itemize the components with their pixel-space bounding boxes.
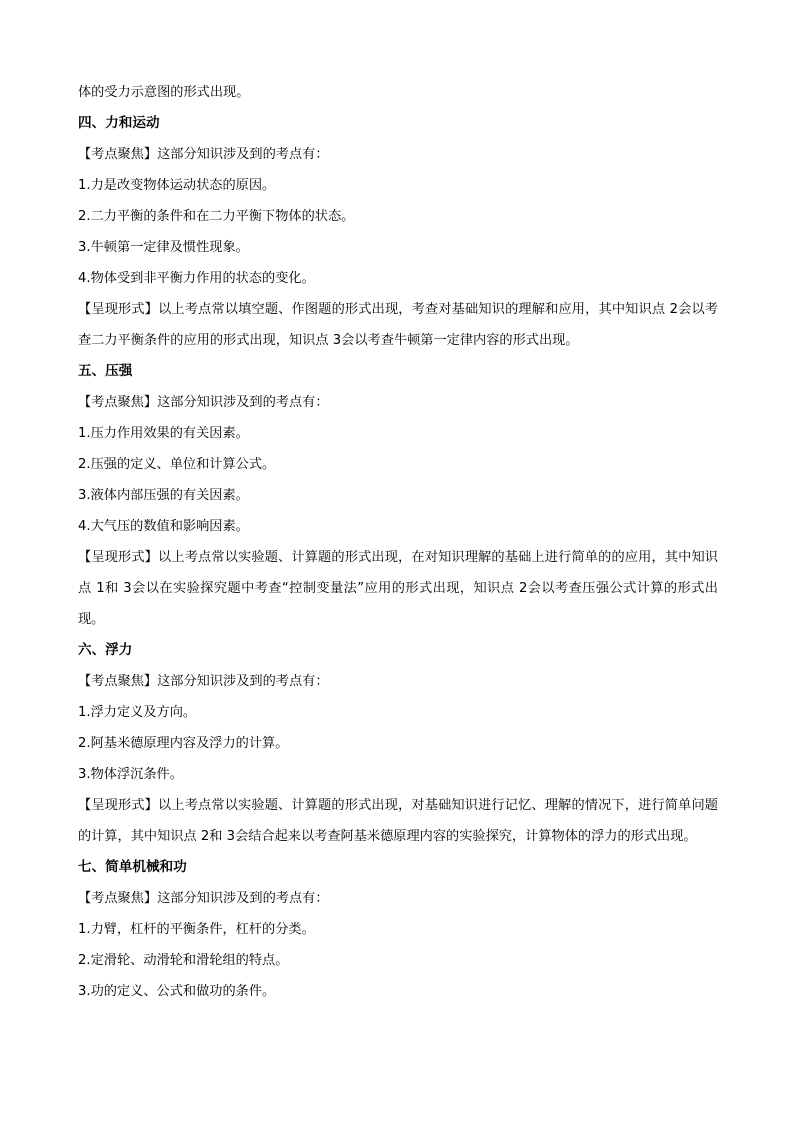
point-item: 1.力是改变物体运动状态的原因。	[78, 178, 276, 193]
section-simple-machines-and-work	[78, 852, 718, 1007]
point-item: 3.液体内部压强的有关因素。	[78, 488, 249, 503]
focus-label: 【考点聚焦】这部分知识涉及到的考点有：	[78, 395, 329, 410]
point-item: 3.物体浮沉条件。	[78, 767, 183, 782]
point-item: 3.功的定义、公式和做功的条件。	[78, 984, 276, 999]
section-title: 四、力和运动	[78, 115, 160, 131]
point-item: 2.二力平衡的条件和在二力平衡下物体的状态。	[78, 209, 355, 224]
point-item: 2.压强的定义、单位和计算公式。	[78, 457, 276, 472]
form-paragraph: 【呈现形式】以上考点常以实验题、计算题的形式出现，在对知识理解的基础上进行简单的的应用，其中知识点 1和 3会以在实验探究题中考查“控制变量法”应用的形式出现，知识点 2会以考查压强公式计算的形式出现。	[78, 550, 718, 627]
point-item: 2.阿基米德原理内容及浮力的计算。	[78, 736, 289, 751]
document-page	[78, 77, 718, 1007]
point-item: 4.物体受到非平衡力作用的状态的变化。	[78, 271, 315, 286]
intro-tail-text: 体的受力示意图的形式出现。	[78, 85, 250, 100]
section-force-and-motion	[78, 108, 718, 356]
form-paragraph: 【呈现形式】以上考点常以实验题、计算题的形式出现，对基础知识进行记忆、理解的情况下，进行简单问题的计算，其中知识点 2和 3会结合起来以考查阿基米德原理内容的实验探究，计算物体的浮力的形式出现。	[78, 798, 718, 844]
form-paragraph: 【呈现形式】以上考点常以填空题、作图题的形式出现，考查对基础知识的理解和应用，其中知识点 2会以考查二力平衡条件的应用的形式出现，知识点 3会以考查牛顿第一定律内容的形式出现。	[78, 302, 718, 348]
point-item: 1.压力作用效果的有关因素。	[78, 426, 249, 441]
point-item: 2.定滑轮、动滑轮和滑轮组的特点。	[78, 953, 289, 968]
point-item: 1.浮力定义及方向。	[78, 705, 197, 720]
section-title: 六、浮力	[78, 642, 133, 658]
section-buoyancy	[78, 635, 718, 852]
focus-label: 【考点聚焦】这部分知识涉及到的考点有：	[78, 674, 329, 689]
point-item: 1.力臂，杠杆的平衡条件，杠杆的分类。	[78, 922, 315, 937]
point-item: 4.大气压的数值和影响因素。	[78, 519, 249, 534]
section-title: 七、简单机械和功	[78, 859, 187, 875]
section-title: 五、压强	[78, 363, 133, 379]
section-pressure	[78, 356, 718, 635]
point-item: 3.牛顿第一定律及惯性现象。	[78, 240, 249, 255]
focus-label: 【考点聚焦】这部分知识涉及到的考点有：	[78, 147, 329, 162]
focus-label: 【考点聚焦】这部分知识涉及到的考点有：	[78, 891, 329, 906]
